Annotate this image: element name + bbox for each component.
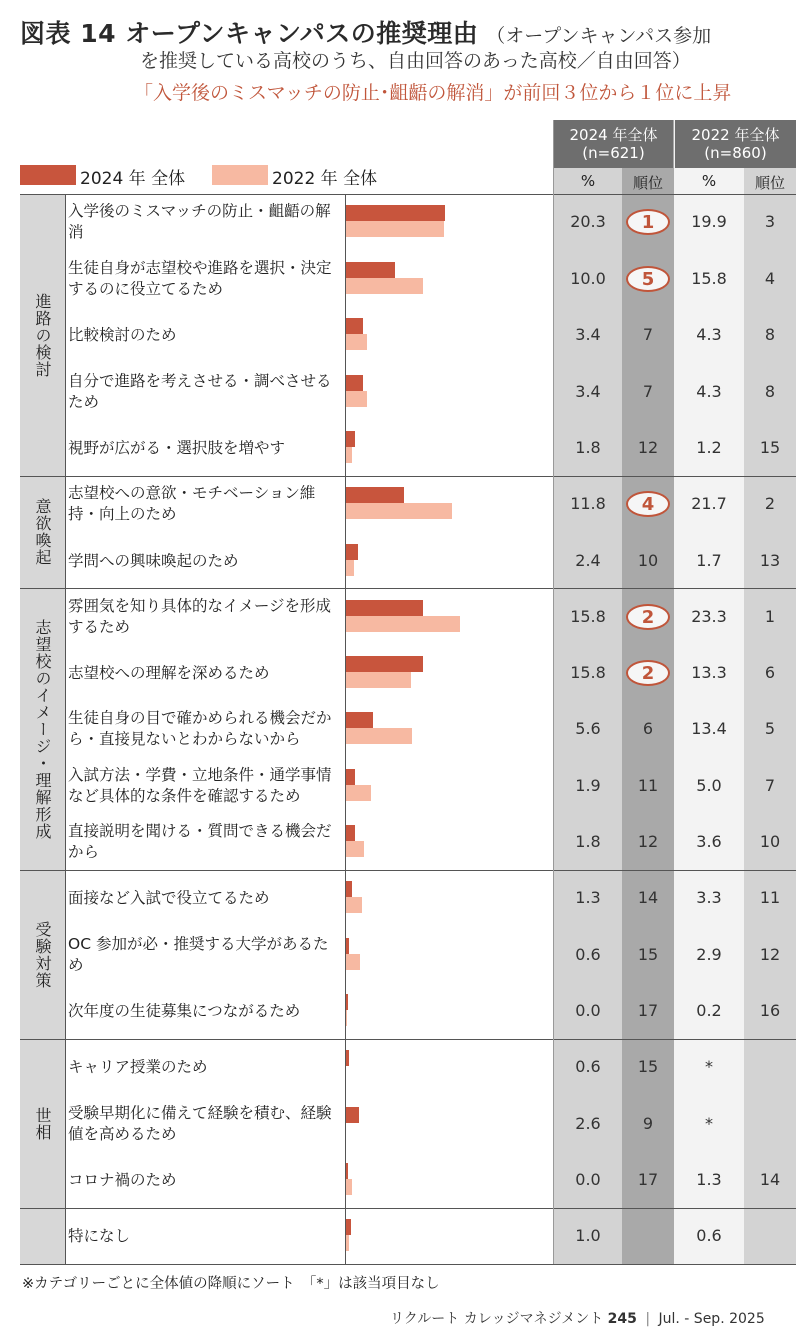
group-separator bbox=[20, 588, 796, 589]
chart-title-line2: を推奨している高校のうち、自由回答のあった高校／自由回答） bbox=[140, 50, 691, 72]
rank-2022: 6 bbox=[764, 663, 776, 682]
rank-2024-highlight: 5 bbox=[626, 266, 670, 292]
value-2024-pct: 1.3 bbox=[575, 888, 601, 907]
rank-2024: 11 bbox=[637, 776, 659, 795]
value-2022-pct: 4.3 bbox=[696, 325, 722, 344]
header-2024-line2: (n=621) bbox=[582, 144, 645, 162]
rank-2024: 9 bbox=[642, 1114, 654, 1133]
item-label: 志望校への意欲・モチベーション維持・向上のため bbox=[68, 484, 316, 523]
item-label: コロナ禍のため bbox=[68, 1170, 177, 1189]
value-2024-pct: 11.8 bbox=[570, 494, 606, 513]
rank-2022: 8 bbox=[764, 382, 776, 401]
header-2022-line2: (n=860) bbox=[704, 144, 767, 162]
value-2022-pct: 3.3 bbox=[696, 888, 722, 907]
bar-2022 bbox=[346, 1010, 347, 1026]
bar-2022 bbox=[346, 672, 411, 688]
bar-2024 bbox=[346, 1219, 351, 1235]
footer-separator: | bbox=[645, 1311, 651, 1327]
column-bg-2022-rank bbox=[744, 120, 796, 1264]
value-2024-pct: 5.6 bbox=[575, 719, 601, 738]
item-label: キャリア授業のため bbox=[68, 1057, 208, 1076]
value-2024-pct: 1.9 bbox=[575, 776, 601, 795]
value-2022-pct: * bbox=[705, 1114, 713, 1133]
group-separator bbox=[20, 476, 796, 477]
rank-2022: 8 bbox=[764, 325, 776, 344]
item-label: 面接など入試で役立てるため bbox=[68, 888, 270, 907]
value-2024-pct: 15.8 bbox=[570, 607, 606, 626]
bar-2022 bbox=[346, 841, 364, 857]
value-2022-pct: 15.8 bbox=[691, 269, 727, 288]
bar-2022 bbox=[346, 447, 352, 463]
value-2024-pct: 15.8 bbox=[570, 663, 606, 682]
rank-2024: 17 bbox=[637, 1001, 659, 1020]
value-2024-pct: 0.0 bbox=[575, 1001, 601, 1020]
bar-2024 bbox=[346, 1107, 359, 1123]
item-label: 視野が広がる・選択肢を増やす bbox=[68, 438, 286, 457]
bar-2022 bbox=[346, 391, 367, 407]
rank-2024: 7 bbox=[642, 382, 654, 401]
rank-2022: 3 bbox=[764, 212, 776, 231]
chart-subtitle: 「入学後のミスマッチの防止･齟齬の解消」が前回３位から１位に上昇 bbox=[134, 82, 732, 104]
category-label: 志望校のイメージ・理解形成 bbox=[33, 618, 52, 840]
item-label: 直接説明を聞ける・質問できる機会だから bbox=[68, 822, 332, 861]
value-2022-pct: 0.6 bbox=[696, 1226, 722, 1245]
category-label bbox=[20, 1208, 65, 1264]
rank-2024-highlight: 1 bbox=[626, 209, 670, 235]
header-2022-line1: 2022 年全体 bbox=[691, 126, 780, 144]
bar-2024 bbox=[346, 938, 349, 954]
value-2022-pct: 13.3 bbox=[691, 663, 727, 682]
value-2024-pct: 0.6 bbox=[575, 945, 601, 964]
value-2024-pct: 10.0 bbox=[570, 269, 606, 288]
rank-2022: 16 bbox=[759, 1001, 781, 1020]
item-label: 比較検討のため bbox=[68, 325, 177, 344]
value-2022-pct: * bbox=[705, 1057, 713, 1076]
rank-2024: 10 bbox=[637, 551, 659, 570]
footer-issue: 245 bbox=[607, 1311, 637, 1327]
bar-2024 bbox=[346, 375, 363, 391]
bar-2024 bbox=[346, 1050, 349, 1066]
bar-2024 bbox=[346, 769, 355, 785]
bar-2024 bbox=[346, 825, 355, 841]
bar-2024 bbox=[346, 205, 445, 221]
rank-2024: 15 bbox=[637, 945, 659, 964]
value-2022-pct: 2.9 bbox=[696, 945, 722, 964]
item-label: 特になし bbox=[68, 1226, 131, 1245]
rank-2022: 1 bbox=[764, 607, 776, 626]
value-2022-pct: 3.6 bbox=[696, 832, 722, 851]
item-label: 受験早期化に備えて経験を積む、経験値を高めるため bbox=[68, 1104, 332, 1143]
item-label: 雰囲気を知り具体的なイメージを形成するため bbox=[68, 597, 332, 636]
value-2022-pct: 0.2 bbox=[696, 1001, 722, 1020]
legend-swatch-2022 bbox=[212, 165, 268, 185]
column-bg-2024-pct bbox=[554, 120, 622, 1264]
value-2024-pct: 1.0 bbox=[575, 1226, 601, 1245]
bar-2022 bbox=[346, 278, 423, 294]
item-label: 志望校への理解を深めるため bbox=[68, 663, 270, 682]
rank-2024-highlight: 4 bbox=[626, 491, 670, 517]
bar-2022 bbox=[346, 221, 444, 237]
bar-2022 bbox=[346, 897, 362, 913]
rank-2022: 7 bbox=[764, 776, 776, 795]
footer-period: Jul. - Sep. 2025 bbox=[658, 1311, 765, 1327]
rank-2024: 7 bbox=[642, 325, 654, 344]
bar-2024 bbox=[346, 712, 373, 728]
bar-2022 bbox=[346, 560, 354, 576]
header-2022 bbox=[675, 120, 796, 168]
value-2024-pct: 1.8 bbox=[575, 438, 601, 457]
bar-2024 bbox=[346, 881, 352, 897]
group-separator bbox=[20, 1039, 796, 1040]
group-separator bbox=[20, 194, 796, 195]
category-divider bbox=[65, 194, 66, 1264]
rank-2024-highlight: 2 bbox=[626, 660, 670, 686]
bar-2024 bbox=[346, 431, 355, 447]
bar-2024 bbox=[346, 994, 348, 1010]
bar-2024 bbox=[346, 1163, 348, 1179]
bar-2024 bbox=[346, 544, 358, 560]
value-2022-pct: 1.3 bbox=[696, 1170, 722, 1189]
group-separator bbox=[20, 1208, 796, 1209]
rank-2024: 12 bbox=[637, 832, 659, 851]
chart-title-row bbox=[20, 14, 711, 50]
value-2022-pct: 19.9 bbox=[691, 212, 727, 231]
page-footer bbox=[390, 1308, 765, 1328]
value-2022-pct: 1.2 bbox=[696, 438, 722, 457]
footnote: ※カテゴリーごとに全体値の降順にソート 「*」は該当項目なし bbox=[22, 1276, 440, 1292]
rank-2022: 11 bbox=[759, 888, 781, 907]
header-2024-line1: 2024 年全体 bbox=[569, 126, 658, 144]
legend-swatch-2024 bbox=[20, 165, 76, 185]
value-2022-pct: 1.7 bbox=[696, 551, 722, 570]
legend-label-2022: 2022 年 全体 bbox=[272, 169, 378, 189]
value-2022-pct: 21.7 bbox=[691, 494, 727, 513]
group-separator bbox=[20, 870, 796, 871]
bar-2024 bbox=[346, 600, 423, 616]
rank-2024: 14 bbox=[637, 888, 659, 907]
subheader-2024-pct: % bbox=[580, 172, 596, 190]
value-2024-pct: 20.3 bbox=[570, 212, 606, 231]
value-2024-pct: 0.6 bbox=[575, 1057, 601, 1076]
rank-2022: 15 bbox=[759, 438, 781, 457]
category-label: 意欲喚起 bbox=[33, 498, 52, 566]
value-2022-pct: 5.0 bbox=[696, 776, 722, 795]
rank-2022: 12 bbox=[759, 945, 781, 964]
item-label: 学問への興味喚起のため bbox=[68, 551, 239, 570]
header-2024 bbox=[554, 120, 673, 168]
category-label: 受験対策 bbox=[33, 920, 52, 989]
rank-2022: 14 bbox=[759, 1170, 781, 1189]
bar-2024 bbox=[346, 487, 404, 503]
rank-2022: 5 bbox=[764, 719, 776, 738]
rank-2024-highlight: 2 bbox=[626, 604, 670, 630]
value-2024-pct: 2.4 bbox=[575, 551, 601, 570]
subheader-2024-rank: 順位 bbox=[632, 174, 663, 192]
chart-title-paren: （オープンキャンパス参加 bbox=[486, 25, 712, 47]
table-bottom-line bbox=[20, 1264, 796, 1265]
chart-title: 図表 14 オープンキャンパスの推奨理由 bbox=[20, 19, 479, 48]
value-2024-pct: 1.8 bbox=[575, 832, 601, 851]
rank-2024: 12 bbox=[637, 438, 659, 457]
value-2024-pct: 0.0 bbox=[575, 1170, 601, 1189]
bar-2022 bbox=[346, 616, 460, 632]
item-label: OC 参加が必・推奨する大学があるため bbox=[68, 935, 329, 974]
legend-label-2024: 2024 年 全体 bbox=[80, 169, 186, 189]
item-label: 次年度の生徒募集につながるため bbox=[68, 1001, 301, 1020]
rank-2022: 2 bbox=[764, 494, 776, 513]
item-label: 入学後のミスマッチの防止・齟齬の解消 bbox=[68, 202, 331, 241]
value-2024-pct: 2.6 bbox=[575, 1114, 601, 1133]
column-bg-2022-pct bbox=[674, 120, 744, 1264]
bar-2024 bbox=[346, 262, 395, 278]
rank-2022: 4 bbox=[764, 269, 776, 288]
rank-2022: 13 bbox=[759, 551, 781, 570]
item-label: 生徒自身が志望校や進路を選択・決定するのに役立てるため bbox=[68, 259, 332, 298]
bar-2022 bbox=[346, 1179, 352, 1195]
subheader-2022-rank: 順位 bbox=[754, 174, 785, 192]
rank-2024: 6 bbox=[642, 719, 654, 738]
item-label: 入試方法・学費・立地条件・通学事情など具体的な条件を確認するため bbox=[68, 766, 332, 805]
value-2024-pct: 3.4 bbox=[575, 382, 601, 401]
value-2022-pct: 4.3 bbox=[696, 382, 722, 401]
rank-2024: 17 bbox=[637, 1170, 659, 1189]
bar-2024 bbox=[346, 656, 423, 672]
bar-2022 bbox=[346, 728, 412, 744]
bar-2022 bbox=[346, 954, 360, 970]
bar-2024 bbox=[346, 318, 363, 334]
rank-2024: 15 bbox=[637, 1057, 659, 1076]
chart-right-divider bbox=[553, 120, 554, 1264]
item-label: 自分で進路を考えさせる・調べさせるため bbox=[68, 372, 332, 411]
item-label: 生徒自身の目で確かめられる機会だから・直接見ないとわからないから bbox=[68, 709, 332, 748]
bar-2022 bbox=[346, 785, 371, 801]
bar-2022 bbox=[346, 1235, 349, 1251]
value-2024-pct: 3.4 bbox=[575, 325, 601, 344]
category-label: 進路の検討 bbox=[33, 292, 52, 378]
footer-publication: リクルート カレッジマネジメント bbox=[390, 1311, 604, 1327]
bar-2022 bbox=[346, 334, 367, 350]
value-2022-pct: 13.4 bbox=[691, 719, 727, 738]
category-label: 世相 bbox=[33, 1106, 52, 1141]
bar-2022 bbox=[346, 503, 452, 519]
subheader-2022-pct: % bbox=[701, 172, 717, 190]
rank-2022: 10 bbox=[759, 832, 781, 851]
value-2022-pct: 23.3 bbox=[691, 607, 727, 626]
